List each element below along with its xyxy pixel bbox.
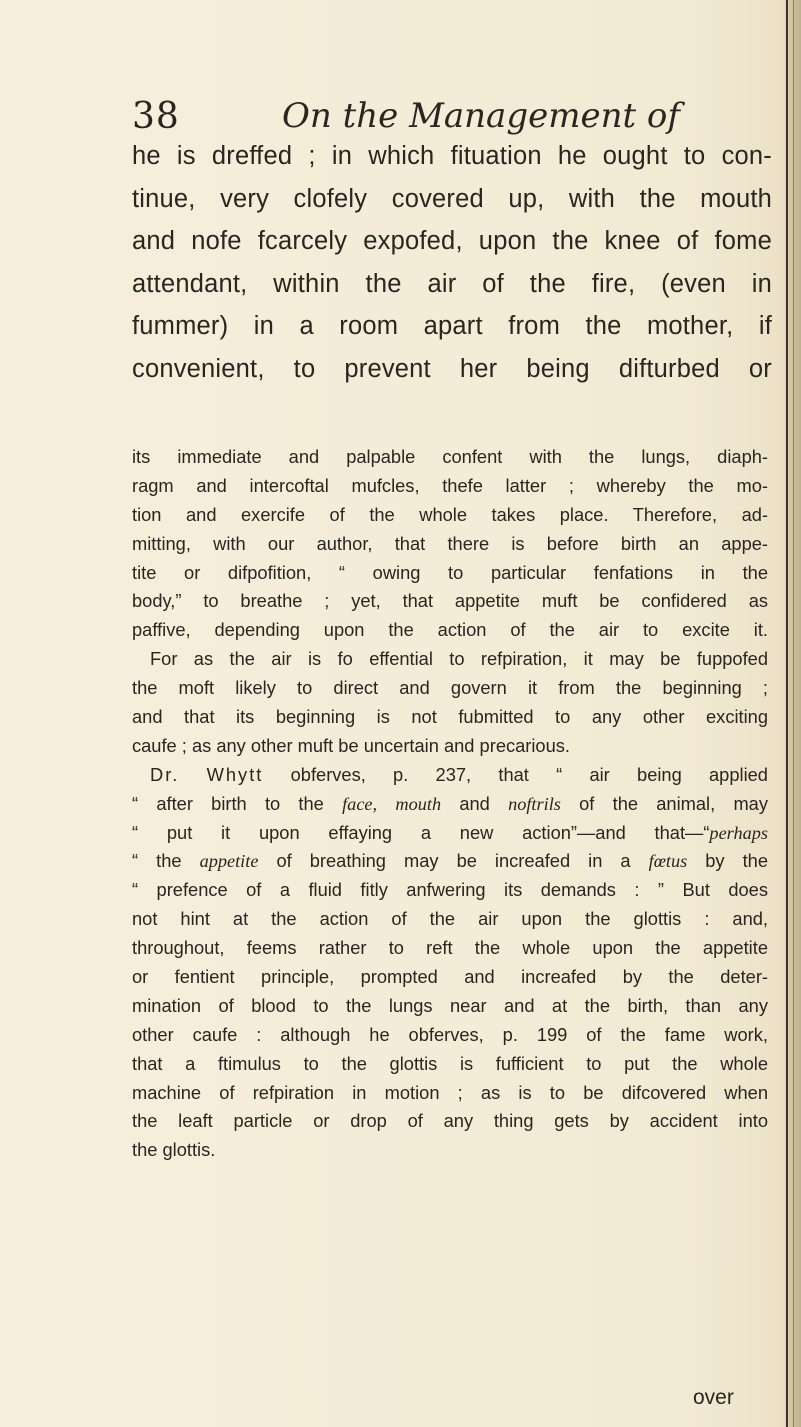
quote-text: by the (687, 850, 768, 872)
main-line: fummer) in a room apart from the mother, if (132, 312, 772, 340)
footnote-line: ragm and intercoftal mufcles, thefe latter ; whereby the mo- (132, 474, 768, 496)
page-edge-line (786, 0, 788, 1427)
footnote-line: paffive, depending upon the action of the air to excite it. (132, 619, 768, 641)
quote-text: and (441, 792, 509, 814)
italic-word: mouth (395, 793, 442, 814)
footnote-line: the glottis. (132, 1139, 216, 1161)
page-edge-line-secondary (793, 0, 794, 1427)
quote-text: “ after birth to the (132, 792, 343, 814)
quote-line (132, 847, 768, 876)
author-name: Whytt (206, 763, 264, 785)
footnote-line: or fentient principle, prompted and increafed by the deter- (132, 966, 768, 988)
italic-word: noftrils (508, 793, 561, 814)
footnote-line: throughout, feems rather to reft the whole upon the appetite (132, 937, 768, 959)
footnote-line: tion and exercife of the whole takes place. Therefore, ad- (132, 503, 768, 525)
footnote-line: For as the air is fo effential to refpiration, it may be fuppofed (150, 648, 768, 670)
italic-word: face, (342, 793, 378, 814)
whytt-line (132, 761, 768, 790)
quote-text: “ the (132, 850, 200, 872)
footnote-line: machine of refpiration in motion ; as is to be difcovered when (132, 1081, 768, 1103)
main-line: he is dreffed ; in which fituation he ought to con- (132, 142, 772, 170)
catchword: over (693, 1386, 734, 1409)
footnote-line: its immediate and palpable confent with the lungs, diaph- (132, 446, 768, 467)
main-line: tinue, very clofely covered up, with the mouth (132, 184, 772, 213)
footnote-line: that a ftimulus to the glottis is fufficient to put the whole (132, 1052, 768, 1074)
quote-text: “ put it upon effaying a new action”—and that—“ (132, 821, 710, 843)
footnote-line: the leaft particle or drop of any thing gets by accident into (132, 1110, 768, 1132)
footnote-line: mitting, with our author, that there is before birth an appe- (132, 532, 768, 554)
page-number: 38 (132, 96, 180, 137)
italic-word: appetite (199, 851, 259, 872)
quote-text: of breathing may be increafed in a (258, 850, 649, 872)
footnote-line: not hint at the action of the air upon the glottis : and, (132, 908, 768, 930)
footnote (132, 443, 768, 1165)
main-line: convenient, to prevent her being difturbed or (132, 354, 772, 383)
main-line: and nofe fcarcely expofed, upon the knee of fome (132, 227, 772, 255)
running-title: On the Management of (282, 96, 680, 136)
italic-word: fœtus (648, 851, 688, 872)
footnote-line: mination of blood to the lungs near and at the birth, than any (132, 994, 768, 1016)
quote-line (132, 790, 768, 819)
footnote-line: the moft likely to direct and govern it from the beginning ; (132, 677, 768, 699)
quote-text: of the animal, may (560, 792, 768, 814)
footnote-line: body,” to breathe ; yet, that appetite muft be confidered as (132, 590, 768, 612)
footnote-line: and that its beginning is not fubmitted to any other exciting (132, 706, 768, 728)
quote-line (132, 819, 768, 848)
author-title: Dr. (150, 763, 180, 785)
footnote-line: other caufe : although he obferves, p. 199 of the fame work, (132, 1023, 768, 1045)
footnote-line: tite or difpofition, “ owing to particular fenfations in the (132, 561, 768, 583)
main-paragraph (132, 135, 772, 390)
italic-word: perhaps (709, 822, 768, 843)
main-line: attendant, within the air of the fire, (even in (132, 269, 772, 298)
footnote-line: caufe ; as any other muft be uncertain and precarious. (132, 734, 570, 756)
whytt-line-text: obferves, p. 237, that “ air being applied (290, 763, 768, 785)
quote-line: “ prefence of a fluid fitly anfwering its demands : ” But does (132, 879, 768, 901)
